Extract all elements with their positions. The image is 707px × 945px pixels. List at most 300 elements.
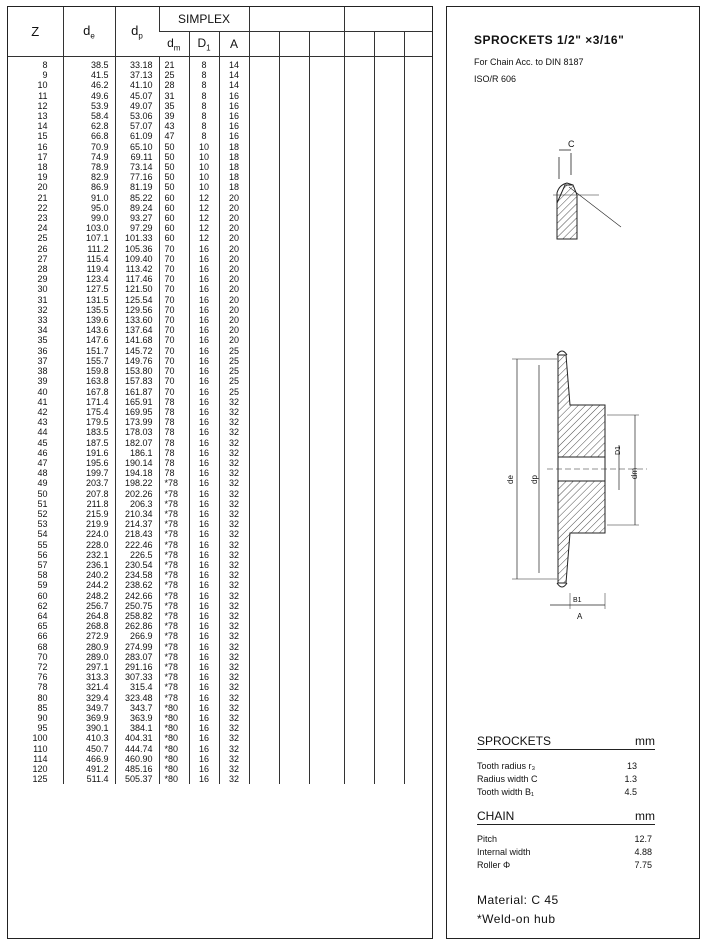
cell-de: 248.2 (63, 591, 115, 601)
empty-cell (344, 356, 374, 366)
empty-cell (374, 754, 404, 764)
cell-d1: 16 (189, 325, 219, 335)
empty-cell (309, 489, 344, 499)
empty-cell (404, 499, 432, 509)
cell-dp: 323.48 (115, 693, 159, 703)
empty-cell (309, 560, 344, 570)
empty-cell (374, 407, 404, 417)
cell-dm: *78 (159, 478, 189, 488)
cell-z: 37 (37, 355, 48, 366)
table-row (8, 121, 432, 131)
cell-a: 32 (219, 601, 249, 611)
cell-de: 228.0 (63, 540, 115, 550)
empty-cell (374, 233, 404, 243)
cell-dm: *78 (159, 570, 189, 580)
cell-z: 33 (37, 315, 48, 326)
empty-cell (374, 478, 404, 488)
cell-a: 32 (219, 509, 249, 519)
empty-cell (344, 499, 374, 509)
cell-z: 27 (37, 253, 48, 264)
cell-z: 31 (37, 294, 48, 305)
cell-de: 187.5 (63, 438, 115, 448)
empty-cell (374, 529, 404, 539)
empty-cell (404, 438, 432, 448)
empty-cell (404, 754, 432, 764)
cell-dm: *78 (159, 489, 189, 499)
cell-z: 80 (37, 692, 48, 703)
empty-cell (344, 213, 374, 223)
cell-a: 25 (219, 387, 249, 397)
cell-d1: 8 (189, 101, 219, 111)
table-row (8, 580, 432, 590)
cell-a: 32 (219, 478, 249, 488)
empty-cell (279, 468, 309, 478)
cell-de: 215.9 (63, 509, 115, 519)
cell-dp: 37.13 (115, 70, 159, 80)
table-row (8, 213, 432, 223)
header-d1: $D_1$ (189, 32, 219, 57)
cell-a: 32 (219, 560, 249, 570)
empty-cell (344, 468, 374, 478)
cell-d1: 16 (189, 346, 219, 356)
empty-cell (249, 325, 279, 335)
cell-dp: 145.72 (115, 346, 159, 356)
empty-cell (309, 356, 344, 366)
cell-z: 60 (37, 590, 48, 601)
table-row (8, 621, 432, 631)
empty-cell (309, 152, 344, 162)
cell-d1: 16 (189, 458, 219, 468)
empty-cell (309, 131, 344, 141)
empty-cell (279, 764, 309, 774)
empty-cell (344, 662, 374, 672)
empty-cell (279, 672, 309, 682)
empty-cell (344, 305, 374, 315)
cell-d1: 16 (189, 672, 219, 682)
cell-a: 25 (219, 366, 249, 376)
cell-a: 16 (219, 121, 249, 131)
empty-cell (309, 121, 344, 131)
empty-cell (404, 417, 432, 427)
cell-dp: 266.9 (115, 631, 159, 641)
table-row (8, 489, 432, 499)
table-row (8, 101, 432, 111)
empty-cell (309, 631, 344, 641)
cell-d1: 16 (189, 376, 219, 386)
cell-dm: 78 (159, 427, 189, 437)
cell-z: 44 (37, 427, 48, 438)
empty-cell (404, 570, 432, 580)
table-row (8, 142, 432, 152)
cell-d1: 16 (189, 468, 219, 478)
empty-cell (249, 713, 279, 723)
empty-cell (279, 417, 309, 427)
empty-cell (344, 335, 374, 345)
cell-d1: 8 (189, 70, 219, 80)
cell-dp: 214.37 (115, 519, 159, 529)
empty-cell (374, 366, 404, 376)
empty-cell (309, 315, 344, 325)
cell-a: 32 (219, 774, 249, 784)
empty-cell (309, 499, 344, 509)
empty-cell (249, 356, 279, 366)
cell-dp: 242.66 (115, 591, 159, 601)
empty-cell (309, 468, 344, 478)
cell-a: 32 (219, 570, 249, 580)
cell-de: 313.3 (63, 672, 115, 682)
cell-dp: 165.91 (115, 397, 159, 407)
cell-d1: 16 (189, 366, 219, 376)
empty-cell (249, 499, 279, 509)
header-blank (344, 32, 374, 57)
prop-tooth-width: Tooth width B₁ 4.5 (477, 787, 637, 797)
empty-cell (404, 172, 432, 182)
empty-cell (344, 427, 374, 437)
empty-cell (279, 591, 309, 601)
empty-cell (309, 142, 344, 152)
empty-cell (404, 254, 432, 264)
empty-cell (404, 713, 432, 723)
empty-cell (374, 254, 404, 264)
empty-cell (374, 580, 404, 590)
table-row (8, 519, 432, 529)
empty-cell (309, 111, 344, 121)
cell-dp: 89.24 (115, 203, 159, 213)
cell-a: 32 (219, 407, 249, 417)
cell-z: 70 (37, 651, 48, 662)
empty-cell (309, 580, 344, 590)
empty-cell (309, 621, 344, 631)
empty-cell (344, 652, 374, 662)
empty-cell (279, 580, 309, 590)
empty-cell (404, 121, 432, 131)
table-row (8, 233, 432, 243)
empty-cell (404, 478, 432, 488)
table-row (8, 57, 432, 71)
cell-d1: 16 (189, 682, 219, 692)
table-row (8, 162, 432, 172)
cell-dm: *78 (159, 611, 189, 621)
empty-cell (249, 764, 279, 774)
header-blank (309, 32, 344, 57)
empty-cell (279, 509, 309, 519)
cell-z: 9 (42, 70, 48, 81)
header-group-empty-1 (249, 7, 344, 32)
cell-z: 17 (37, 151, 48, 162)
empty-cell (309, 101, 344, 111)
cell-dm: 50 (159, 152, 189, 162)
cell-a: 18 (219, 152, 249, 162)
empty-cell (344, 733, 374, 743)
empty-cell (404, 193, 432, 203)
cell-dm: 60 (159, 203, 189, 213)
cell-de: 46.2 (63, 80, 115, 90)
empty-cell (404, 509, 432, 519)
empty-cell (374, 458, 404, 468)
cell-z: 95 (37, 723, 48, 734)
cell-dm: 60 (159, 223, 189, 233)
cell-dm: 50 (159, 182, 189, 192)
empty-cell (374, 213, 404, 223)
empty-cell (344, 284, 374, 294)
cell-dm: 78 (159, 407, 189, 417)
empty-cell (344, 529, 374, 539)
cell-d1: 16 (189, 407, 219, 417)
cell-dm: 21 (159, 57, 189, 71)
cell-a: 32 (219, 652, 249, 662)
empty-cell (249, 621, 279, 631)
cell-dp: 343.7 (115, 703, 159, 713)
cell-dp: 109.40 (115, 254, 159, 264)
empty-cell (404, 764, 432, 774)
cell-d1: 16 (189, 427, 219, 437)
cell-a: 32 (219, 468, 249, 478)
cell-dp: 444.74 (115, 744, 159, 754)
table-row (8, 764, 432, 774)
empty-cell (344, 295, 374, 305)
cell-d1: 10 (189, 172, 219, 182)
empty-cell (344, 397, 374, 407)
cell-z: 38 (37, 366, 48, 377)
dimension-table-panel (7, 6, 433, 939)
cell-dm: *80 (159, 774, 189, 784)
empty-cell (374, 540, 404, 550)
cell-dp: 291.16 (115, 662, 159, 672)
empty-cell (404, 264, 432, 274)
empty-cell (404, 468, 432, 478)
cell-d1: 16 (189, 550, 219, 560)
cell-dp: 101.33 (115, 233, 159, 243)
table-row (8, 111, 432, 121)
empty-cell (374, 591, 404, 601)
table-row (8, 407, 432, 417)
cell-dm: *78 (159, 591, 189, 601)
empty-cell (404, 80, 432, 90)
cell-d1: 8 (189, 57, 219, 71)
cell-a: 32 (219, 611, 249, 621)
cell-dp: 169.95 (115, 407, 159, 417)
table-row (8, 264, 432, 274)
empty-cell (249, 397, 279, 407)
cell-dm: *78 (159, 642, 189, 652)
empty-cell (404, 101, 432, 111)
empty-cell (374, 325, 404, 335)
empty-cell (404, 70, 432, 80)
empty-cell (374, 397, 404, 407)
empty-cell (249, 111, 279, 121)
cell-dm: *80 (159, 733, 189, 743)
cell-de: 369.9 (63, 713, 115, 723)
empty-cell (344, 580, 374, 590)
empty-cell (249, 101, 279, 111)
cell-d1: 12 (189, 203, 219, 213)
cell-dm: 60 (159, 193, 189, 203)
empty-cell (279, 193, 309, 203)
cell-dp: 485.16 (115, 764, 159, 774)
empty-cell (374, 70, 404, 80)
empty-cell (344, 70, 374, 80)
empty-cell (309, 611, 344, 621)
table-row (8, 509, 432, 519)
cell-a: 32 (219, 550, 249, 560)
cell-a: 32 (219, 458, 249, 468)
cell-de: 256.7 (63, 601, 115, 611)
empty-cell (404, 631, 432, 641)
empty-cell (249, 295, 279, 305)
empty-cell (249, 682, 279, 692)
cell-a: 20 (219, 325, 249, 335)
empty-cell (249, 560, 279, 570)
empty-cell (279, 723, 309, 733)
empty-cell (279, 91, 309, 101)
empty-cell (344, 458, 374, 468)
empty-cell (374, 172, 404, 182)
header-de: $d_e$ (63, 7, 115, 57)
cell-dp: 69.11 (115, 152, 159, 162)
empty-cell (374, 489, 404, 499)
empty-cell (374, 611, 404, 621)
empty-cell (279, 519, 309, 529)
cell-z: 57 (37, 559, 48, 570)
empty-cell (404, 91, 432, 101)
empty-cell (279, 152, 309, 162)
cell-z: 42 (37, 406, 48, 417)
header-blank (249, 32, 279, 57)
empty-cell (404, 744, 432, 754)
cell-dp: 85.22 (115, 193, 159, 203)
empty-cell (249, 121, 279, 131)
empty-cell (344, 570, 374, 580)
empty-cell (279, 80, 309, 90)
table-row (8, 172, 432, 182)
empty-cell (279, 642, 309, 652)
cell-dm: 50 (159, 142, 189, 152)
empty-cell (309, 519, 344, 529)
empty-cell (344, 478, 374, 488)
cell-dm: 78 (159, 417, 189, 427)
cell-a: 32 (219, 642, 249, 652)
empty-cell (404, 366, 432, 376)
cell-z: 72 (37, 661, 48, 672)
empty-cell (309, 284, 344, 294)
cell-z: 85 (37, 702, 48, 713)
cell-a: 32 (219, 672, 249, 682)
empty-cell (279, 335, 309, 345)
empty-cell (404, 162, 432, 172)
chain-standard: For Chain Acc. to DIN 8187 (474, 57, 584, 67)
empty-cell (309, 509, 344, 519)
cell-dp: 178.03 (115, 427, 159, 437)
cell-d1: 10 (189, 182, 219, 192)
empty-cell (309, 529, 344, 539)
cell-a: 16 (219, 101, 249, 111)
empty-cell (404, 213, 432, 223)
cell-z: 56 (37, 549, 48, 560)
empty-cell (344, 703, 374, 713)
cell-de: 232.1 (63, 550, 115, 560)
empty-cell (249, 652, 279, 662)
cell-a: 32 (219, 417, 249, 427)
table-row (8, 182, 432, 192)
empty-cell (309, 325, 344, 335)
cell-d1: 12 (189, 193, 219, 203)
empty-cell (404, 519, 432, 529)
cell-de: 143.6 (63, 325, 115, 335)
empty-cell (404, 723, 432, 733)
empty-cell (279, 611, 309, 621)
empty-cell (249, 703, 279, 713)
cell-d1: 16 (189, 315, 219, 325)
cell-dm: *80 (159, 723, 189, 733)
cell-dm: *78 (159, 519, 189, 529)
header-dm: $d_m$ (159, 32, 189, 57)
empty-cell (309, 233, 344, 243)
cell-dm: 78 (159, 458, 189, 468)
empty-cell (279, 601, 309, 611)
cell-a: 32 (219, 448, 249, 458)
empty-cell (249, 580, 279, 590)
empty-cell (249, 131, 279, 141)
empty-cell (404, 703, 432, 713)
empty-cell (309, 642, 344, 652)
cell-dp: 45.07 (115, 91, 159, 101)
empty-cell (374, 335, 404, 345)
empty-cell (404, 427, 432, 437)
empty-cell (249, 142, 279, 152)
empty-cell (344, 723, 374, 733)
table-row (8, 733, 432, 743)
cell-z: 114 (33, 753, 48, 764)
cell-a: 32 (219, 754, 249, 764)
cell-z: 90 (37, 713, 48, 723)
cell-a: 32 (219, 723, 249, 733)
empty-cell (279, 631, 309, 641)
empty-cell (344, 550, 374, 560)
cell-a: 16 (219, 131, 249, 141)
cell-z: 52 (37, 508, 48, 519)
cell-d1: 16 (189, 693, 219, 703)
empty-cell (249, 601, 279, 611)
cell-de: 111.2 (63, 244, 115, 254)
cell-d1: 16 (189, 489, 219, 499)
cell-d1: 16 (189, 397, 219, 407)
empty-cell (374, 570, 404, 580)
empty-cell (404, 591, 432, 601)
empty-cell (309, 458, 344, 468)
cell-dp: 81.19 (115, 182, 159, 192)
empty-cell (249, 774, 279, 784)
empty-cell (374, 509, 404, 519)
empty-cell (374, 131, 404, 141)
cell-z: 24 (37, 223, 48, 234)
empty-cell (279, 713, 309, 723)
empty-cell (309, 540, 344, 550)
cell-de: 219.9 (63, 519, 115, 529)
cell-dm: 70 (159, 254, 189, 264)
empty-cell (374, 642, 404, 652)
cell-dm: 70 (159, 376, 189, 386)
cell-dp: 65.10 (115, 142, 159, 152)
cell-z: 20 (37, 182, 48, 193)
cell-dm: 70 (159, 284, 189, 294)
empty-cell (404, 774, 432, 784)
cell-de: 41.5 (63, 70, 115, 80)
cell-a: 20 (219, 244, 249, 254)
empty-cell (249, 274, 279, 284)
table-row (8, 80, 432, 90)
cell-z: 22 (37, 202, 48, 213)
cell-a: 32 (219, 631, 249, 641)
